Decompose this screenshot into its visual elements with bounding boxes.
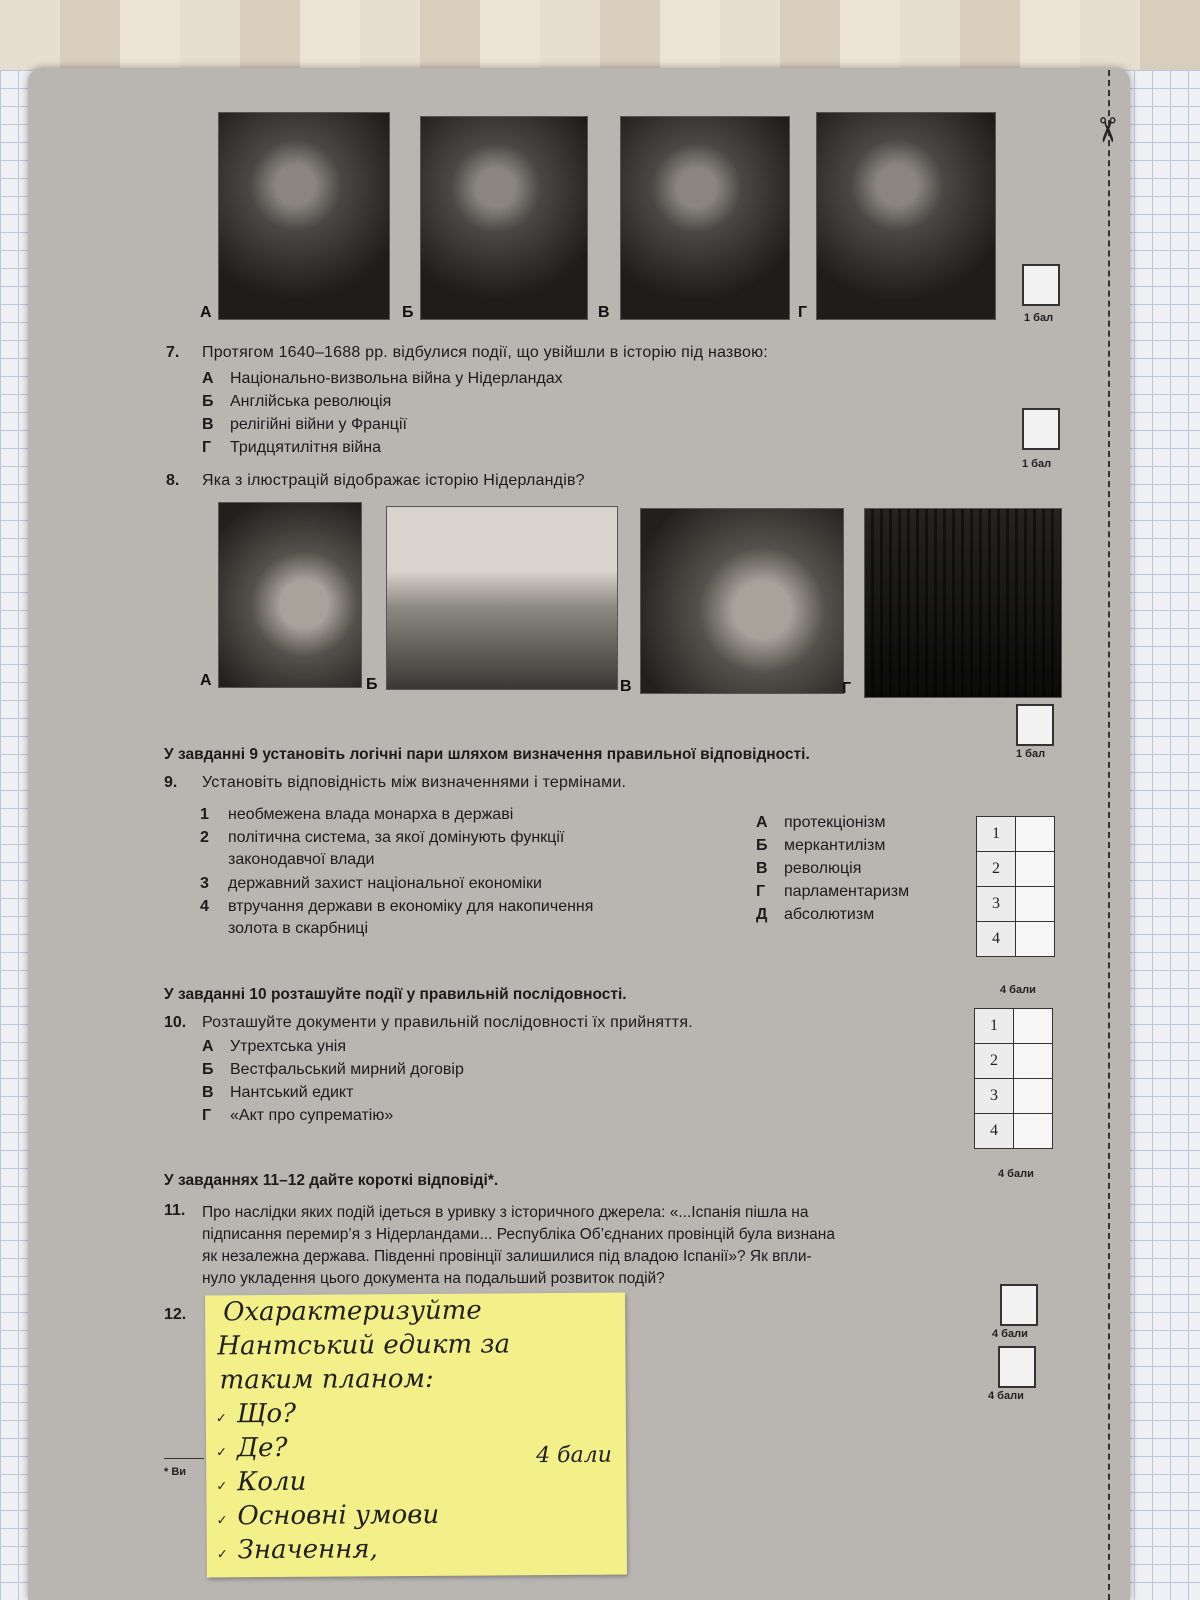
q9-term-b: Б меркантилізм [756,837,886,854]
image-label-d: Г [798,304,808,321]
portrait-d [816,112,996,320]
answer-grid-q9 [976,816,1055,957]
score-q9: 4 бали [1000,984,1036,996]
q10-option-c: В Нантський едикт [202,1084,354,1101]
question-7-number: 7. [166,344,180,361]
q7-option-b: Б Англійська революція [202,393,392,410]
instruction-9: У завданні 9 установіть логічні пари шляхом визначення правильної відповідності. [164,746,810,763]
q11-line-3: як незалежна держава. Південні провінції залишилися під владою Іспанії»? Як впли- [202,1248,812,1265]
sticky-bullet-5: ✓ Значення, [217,1534,378,1565]
score-q10: 4 бали [998,1168,1034,1180]
question-9-number: 9. [164,774,178,791]
question-11-number: 11. [164,1202,186,1219]
score-q12: 4 бали [988,1390,1024,1402]
illustration-c [640,508,844,694]
score-q7: 1 бал [1022,458,1052,470]
grid-q10-label-4: 4 [975,1114,1014,1149]
portrait-b [420,116,588,320]
question-8-text: Яка з ілюстрацій відображає історію Нідерландів? [202,472,585,489]
q9-term-a: А протекціонізм [756,814,886,831]
sticky-line-2: Нантський едикт за [217,1329,511,1362]
answer-box-q7[interactable] [1022,408,1060,450]
illustration-label-d: Г [842,680,852,697]
illustration-a [218,502,362,688]
sticky-bullet-1: ✓ Що? [216,1399,296,1430]
grid-q9-label-1: 1 [977,817,1016,852]
sticky-score-note: 4 бали [536,1442,612,1469]
q10-option-b: Б Вестфальський мирний договір [202,1061,464,1078]
q10-option-a: А Утрехтська унія [202,1038,346,1055]
question-7-text: Протягом 1640–1688 рр. відбулися події, що увійшли в історію під назвою: [202,344,768,361]
grid-q10-cell-3[interactable] [1014,1079,1053,1114]
answer-grid-q10 [974,1008,1053,1149]
illustration-label-c: В [620,678,632,695]
q9-definition-4: 4 втручання держави в економіку для накопичення [200,898,594,915]
image-label-a: А [200,304,212,321]
grid-q10-label-1: 1 [975,1009,1014,1044]
q10-option-d: Г «Акт про супрематію» [202,1107,394,1124]
answer-box-q12[interactable] [998,1346,1036,1388]
footnote-rule [164,1458,204,1459]
portrait-c [620,116,790,320]
q11-line-1: Про наслідки яких подій ідеться в уривку з історичного джерела: «...Іспанія пішла на [202,1204,809,1221]
q9-definition-2-cont: законодавчої влади [228,851,375,868]
score-q8: 1 бал [1016,748,1046,760]
q9-term-e: Д абсолютизм [756,906,875,923]
scissors-icon: ✂ [1087,115,1126,145]
question-8-number: 8. [166,472,180,489]
footnote: * Ви [164,1466,187,1478]
q7-option-c: В релігійні війни у Франції [202,416,407,433]
q11-line-2: підписання перемир’я з Нідерландами... Республіка Об’єднаних провінцій була визнана [202,1226,835,1243]
grid-q10-cell-4[interactable] [1014,1114,1053,1149]
grid-q9-cell-4[interactable] [1016,922,1055,957]
q9-definition-4-cont: золота в скарбниці [228,920,369,937]
question-10-text: Розташуйте документи у правильній послідовності їх прийняття. [202,1014,693,1031]
illustration-b [386,506,618,690]
grid-q9-cell-2[interactable] [1016,852,1055,887]
score-q11: 4 бали [992,1328,1028,1340]
grid-q9-label-2: 2 [977,852,1016,887]
q9-definition-2: 2 політична система, за якої домінують функції [200,829,565,846]
q11-line-4: нуло укладення цього документа на подальший розвиток подій? [202,1270,665,1287]
sticky-bullet-4: ✓ Основні умови [216,1500,439,1532]
question-10-number: 10. [164,1014,187,1031]
grid-q9-cell-1[interactable] [1016,817,1055,852]
instruction-11-12: У завданнях 11–12 дайте короткі відповіді*. [164,1172,499,1189]
image-label-c: В [598,304,610,321]
answer-box-q11[interactable] [1000,1284,1038,1326]
question-9-text: Установіть відповідність між визначеннями і термінами. [202,774,627,791]
q9-term-d: Г парламентаризм [756,883,910,900]
image-label-b: Б [402,304,414,321]
sticky-note [205,1293,627,1578]
portrait-a [218,112,390,320]
grid-q10-cell-1[interactable] [1014,1009,1053,1044]
illustration-label-a: А [200,672,212,689]
sticky-line-3: таким планом: [219,1363,434,1396]
answer-box-q6[interactable] [1022,264,1060,306]
q7-option-d: Г Тридцятилітня війна [202,439,382,456]
score-q6: 1 бал [1024,312,1054,324]
cut-line [1108,70,1110,1600]
q7-option-a: А Національно-визвольна війна у Нідерландах [202,370,563,387]
answer-box-q8[interactable] [1016,704,1054,746]
illustration-d [864,508,1062,698]
grid-q10-label-2: 2 [975,1044,1014,1079]
q9-term-c: В революція [756,860,862,877]
q9-definition-3: 3 державний захист національної економіки [200,875,542,892]
grid-q9-label-3: 3 [977,887,1016,922]
sticky-bullet-2: ✓ Де? [216,1433,288,1463]
grid-q9-label-4: 4 [977,922,1016,957]
grid-q10-label-3: 3 [975,1079,1014,1114]
sticky-bullet-3: ✓ Коли [216,1467,306,1498]
q9-definition-1: 1 необмежена влада монарха в державі [200,806,514,823]
sticky-line-1: Охарактеризуйте [223,1295,482,1328]
question-12-number: 12. [164,1306,187,1323]
instruction-10: У завданні 10 розташуйте події у правильній послідовності. [164,986,627,1003]
question-11-text [202,1202,1082,1290]
illustration-label-b: Б [366,676,378,693]
grid-q10-cell-2[interactable] [1014,1044,1053,1079]
grid-q9-cell-3[interactable] [1016,887,1055,922]
